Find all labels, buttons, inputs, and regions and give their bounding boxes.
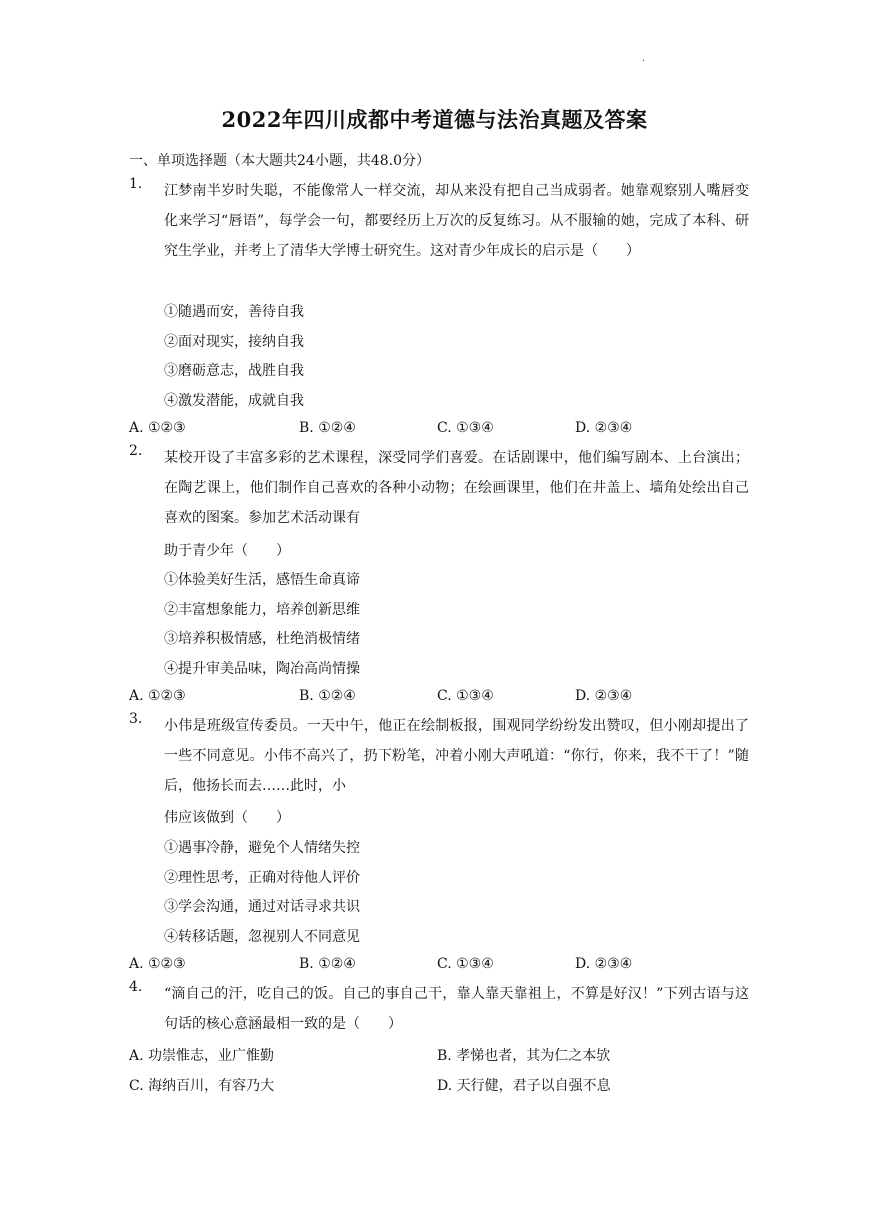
statement-1: ①遇事冷静，避免个人情绪失控 bbox=[164, 840, 360, 856]
option-b[interactable]: B. 孝悌也者，其为仁之本欤 bbox=[437, 1048, 611, 1064]
page-title: 2022年四川成都中考道德与法治真题及答案 bbox=[221, 107, 648, 132]
option-a[interactable]: A. 功崇惟志，业广惟勤 bbox=[129, 1048, 275, 1064]
question-number: 4. bbox=[129, 979, 143, 995]
statement-2: ②面对现实，接纳自我 bbox=[164, 334, 304, 350]
option-c[interactable]: C. ①③④ bbox=[437, 420, 494, 436]
question-1 bbox=[129, 176, 749, 266]
option-d[interactable]: D. ②③④ bbox=[575, 956, 633, 972]
statement-1: ①体验美好生活，感悟生命真谛 bbox=[164, 572, 360, 588]
statement-3: ③培养积极情感，杜绝消极情绪 bbox=[164, 631, 360, 647]
option-a[interactable]: A. ①②③ bbox=[129, 956, 186, 972]
option-c[interactable]: C. ①③④ bbox=[437, 956, 494, 972]
option-d[interactable]: D. ②③④ bbox=[575, 420, 633, 436]
option-c[interactable]: C. ①③④ bbox=[437, 688, 494, 704]
statement-2: ②理性思考，正确对待他人评价 bbox=[164, 870, 360, 886]
question-2 bbox=[129, 443, 749, 533]
question-3 bbox=[129, 711, 749, 801]
question-stem: 某校开设了丰富多彩的艺术课程，深受同学们喜爱。在话剧课中，他们编写剧本、上台演出；在陶艺课上，他们制作自己喜欢的各种小动物；在绘画课里，他们在井盖上、墙角处绘出自己喜欢的图案。参加艺术活动课有 bbox=[164, 450, 749, 526]
corner-dot: · bbox=[642, 56, 646, 67]
statement-3: ③磨砺意志，战胜自我 bbox=[164, 363, 304, 379]
option-a[interactable]: A. ①②③ bbox=[129, 420, 186, 436]
option-d[interactable]: D. ②③④ bbox=[575, 688, 633, 704]
statement-4: ④提升审美品味，陶冶高尚情操 bbox=[164, 661, 360, 677]
question-4 bbox=[129, 979, 749, 1039]
question-stem-cont: 助于青少年（ ） bbox=[164, 543, 290, 559]
question-number: 2. bbox=[129, 443, 143, 459]
option-b[interactable]: B. ①②④ bbox=[299, 956, 356, 972]
option-c[interactable]: C. 海纳百川，有容乃大 bbox=[129, 1078, 275, 1094]
statement-4: ④激发潜能，成就自我 bbox=[164, 393, 304, 409]
statement-1: ①随遇而安，善待自我 bbox=[164, 304, 304, 320]
question-stem: “滴自己的汗，吃自己的饭。自己的事自己干，靠人靠天靠祖上，不算是好汉！”下列古语与这句话的核心意涵最相一致的是（ ） bbox=[164, 986, 749, 1032]
question-stem: 江梦南半岁时失聪，不能像常人一样交流，却从来没有把自己当成弱者。她靠观察别人嘴唇变化来学习“唇语”，每学会一句，都要经历上万次的反复练习。从不服输的她，完成了本科、研究生学业，并考上了清华大学博士研究生。这对青少年成长的启示是（ ） bbox=[164, 183, 749, 259]
statement-2: ②丰富想象能力，培养创新思维 bbox=[164, 602, 360, 618]
question-number: 3. bbox=[129, 711, 143, 727]
question-stem-cont: 伟应该做到（ ） bbox=[164, 810, 290, 826]
option-a[interactable]: A. ①②③ bbox=[129, 688, 186, 704]
option-b[interactable]: B. ①②④ bbox=[299, 420, 356, 436]
option-d[interactable]: D. 天行健，君子以自强不息 bbox=[437, 1078, 611, 1094]
statement-3: ③学会沟通，通过对话寻求共识 bbox=[164, 899, 360, 915]
statement-4: ④转移话题，忽视别人不同意见 bbox=[164, 929, 360, 945]
option-b[interactable]: B. ①②④ bbox=[299, 688, 356, 704]
section-heading: 一、单项选择题（本大题共24小题，共48.0分） bbox=[129, 153, 430, 169]
question-stem: 小伟是班级宣传委员。一天中午，他正在绘制板报，围观同学纷纷发出赞叹，但小刚却提出了一些不同意见。小伟不高兴了，扔下粉笔，冲着小刚大声吼道：“你行，你来，我不干了！”随后，他扬长而去……此时，小 bbox=[164, 718, 749, 794]
question-number: 1. bbox=[129, 176, 143, 192]
